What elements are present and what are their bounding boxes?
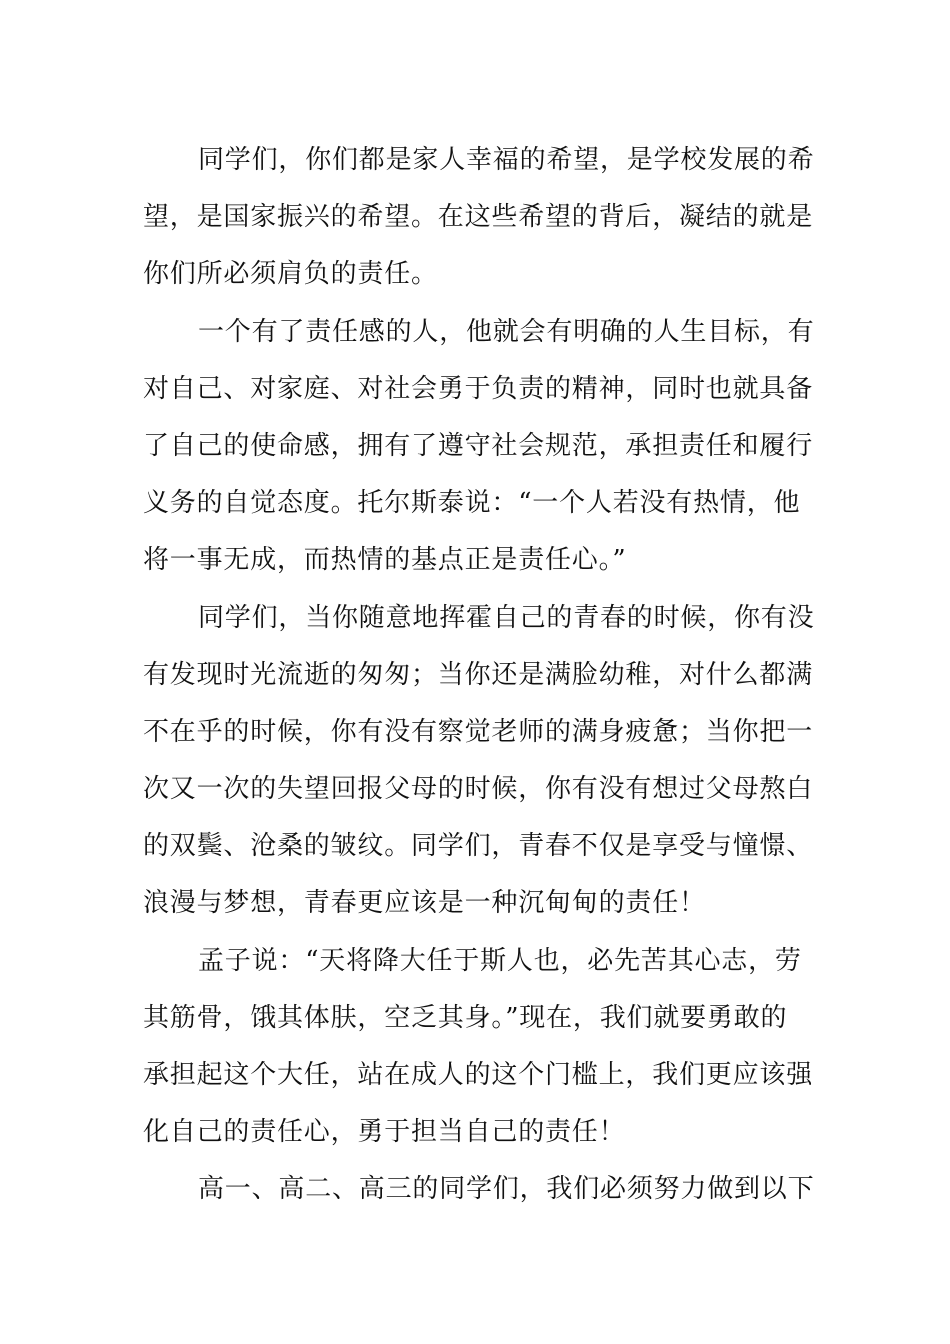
- text-line: 浪漫与梦想，青春更应该是一种沉甸甸的责任！: [143, 888, 706, 919]
- text-line: 义务的自觉态度。托尔斯泰说：“一个人若没有热情，他: [143, 488, 801, 519]
- document-body: [143, 132, 815, 1219]
- paragraph-2: [143, 304, 815, 590]
- text-line: 孟子说：“天将降大任于斯人也，必先苦其心志，劳: [198, 945, 802, 976]
- paragraph-1: [143, 132, 815, 304]
- paragraph-3: [143, 590, 815, 933]
- paragraph-4: [143, 933, 814, 1162]
- text-line: 同学们，你们都是家人幸福的希望，是学校发展的希: [198, 145, 815, 175]
- text-line: 不在乎的时候，你有没有察觉老师的满身疲惫；当你把一: [143, 716, 814, 747]
- text-line: 有发现时光流逝的匆匆；当你还是满脸幼稚，对什么都满: [143, 659, 814, 690]
- text-line: 同学们，当你随意地挥霍自己的青春的时候，你有没: [198, 602, 815, 633]
- text-line: 其筋骨，饿其体肤，空乏其身。”现在，我们就要勇敢的: [143, 1002, 788, 1033]
- text-line: 化自己的责任心，勇于担当自己的责任！: [143, 1117, 626, 1148]
- text-line: 高一、高二、高三的同学们，我们必须努力做到以下: [198, 1174, 815, 1205]
- text-line: 一个有了责任感的人，他就会有明确的人生目标，有: [198, 316, 815, 347]
- text-line: 对自己、对家庭、对社会勇于负责的精神，同时也就具备: [143, 373, 814, 404]
- text-line: 承担起这个大任，站在成人的这个门槛上，我们更应该强: [143, 1060, 814, 1090]
- text-line: 望，是国家振兴的希望。在这些希望的背后，凝结的就是: [143, 202, 814, 233]
- text-line: 的双鬓、沧桑的皱纹。同学们，青春不仅是享受与憧憬、: [143, 831, 814, 862]
- text-line: 了自己的使命感，拥有了遵守社会规范，承担责任和履行: [143, 430, 814, 461]
- paragraph-5: [143, 1161, 815, 1218]
- text-line: 你们所必须肩负的责任。: [143, 259, 438, 290]
- text-line: 次又一次的失望回报父母的时候，你有没有想过父母熬白: [143, 774, 814, 805]
- text-line: 将一事无成，而热情的基点正是责任心。”: [143, 545, 627, 576]
